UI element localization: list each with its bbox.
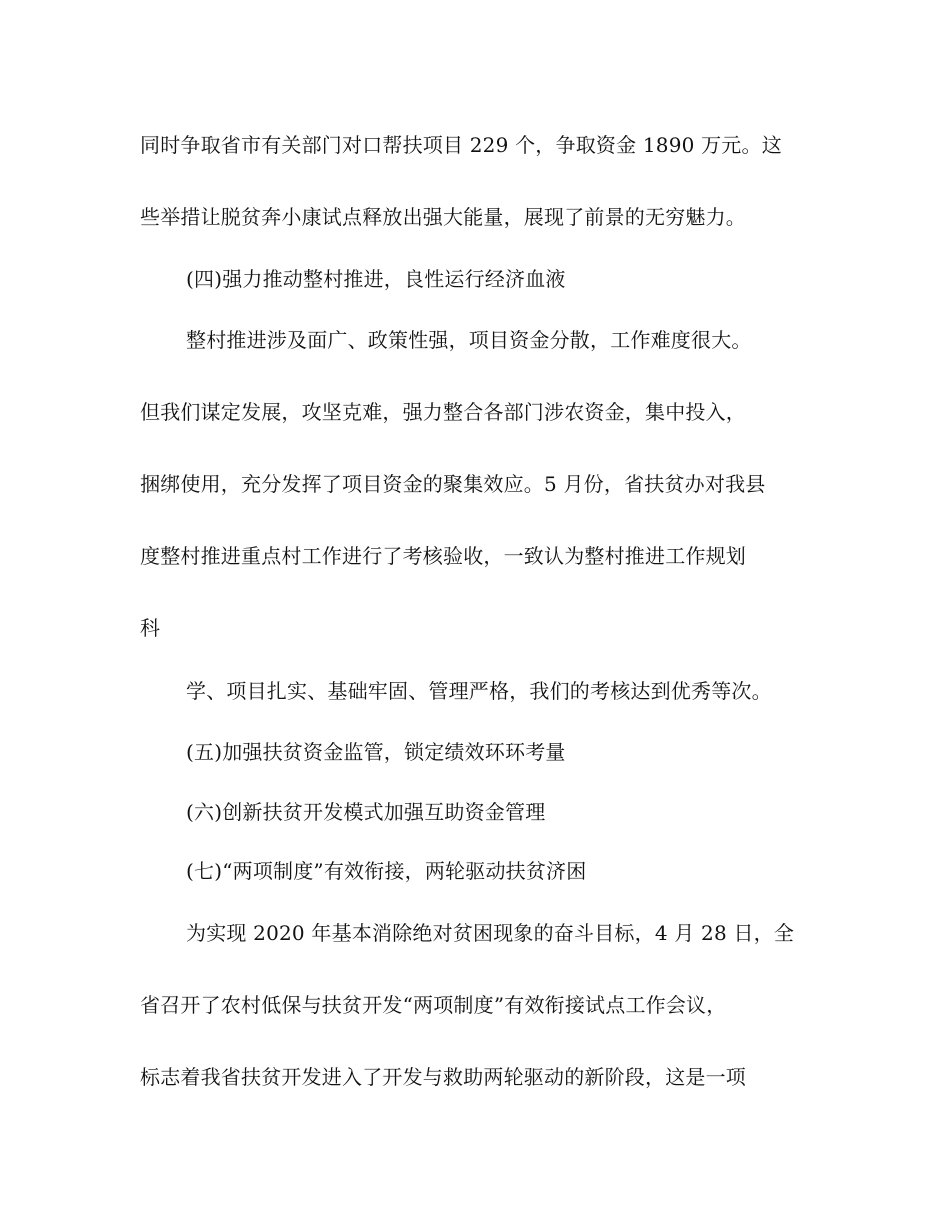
section-heading: (六)创新扶贫开发模式加强互助资金管理 <box>186 800 546 824</box>
text-line: 学、项目扎实、基础牢固、管理严格，我们的考核达到优秀等次。 <box>186 679 772 703</box>
text-line: 但我们谋定发展，攻坚克难，强力整合各部门涉农资金，集中投入， <box>140 400 746 424</box>
text-line: 标志着我省扶贫开发进入了开发与救助两轮驱动的新阶段，这是一项 <box>140 1065 746 1089</box>
section-heading: (七)“两项制度”有效衔接，两轮驱动扶贫济困 <box>186 859 587 883</box>
text-line: 省召开了农村低保与扶贫开发“两项制度”有效衔接试点工作会议， <box>140 993 727 1017</box>
text-line: 些举措让脱贫奔小康试点释放出强大能量，展现了前景的无穷魅力。 <box>140 205 746 229</box>
text-line: 捆绑使用，充分发挥了项目资金的聚集效应。5 月份，省扶贫办对我县 <box>140 472 766 496</box>
text-line: 度整村推进重点村工作进行了考核验收，一致认为整村推进工作规划 <box>140 544 746 568</box>
section-heading: (五)加强扶贫资金监管，锁定绩效环环考量 <box>186 740 566 764</box>
text-line: 整村推进涉及面广、政策性强，项目资金分散，工作难度很大。 <box>186 328 752 352</box>
text-line: 同时争取省市有关部门对口帮扶项目 229 个，争取资金 1890 万元。这 <box>140 133 782 157</box>
text-line: 科 <box>140 616 161 640</box>
text-line: 为实现 2020 年基本消除绝对贫困现象的奋斗目标，4 月 28 日，全 <box>186 921 795 945</box>
section-heading: (四)强力推动整村推进，良性运行经济血液 <box>186 267 566 291</box>
